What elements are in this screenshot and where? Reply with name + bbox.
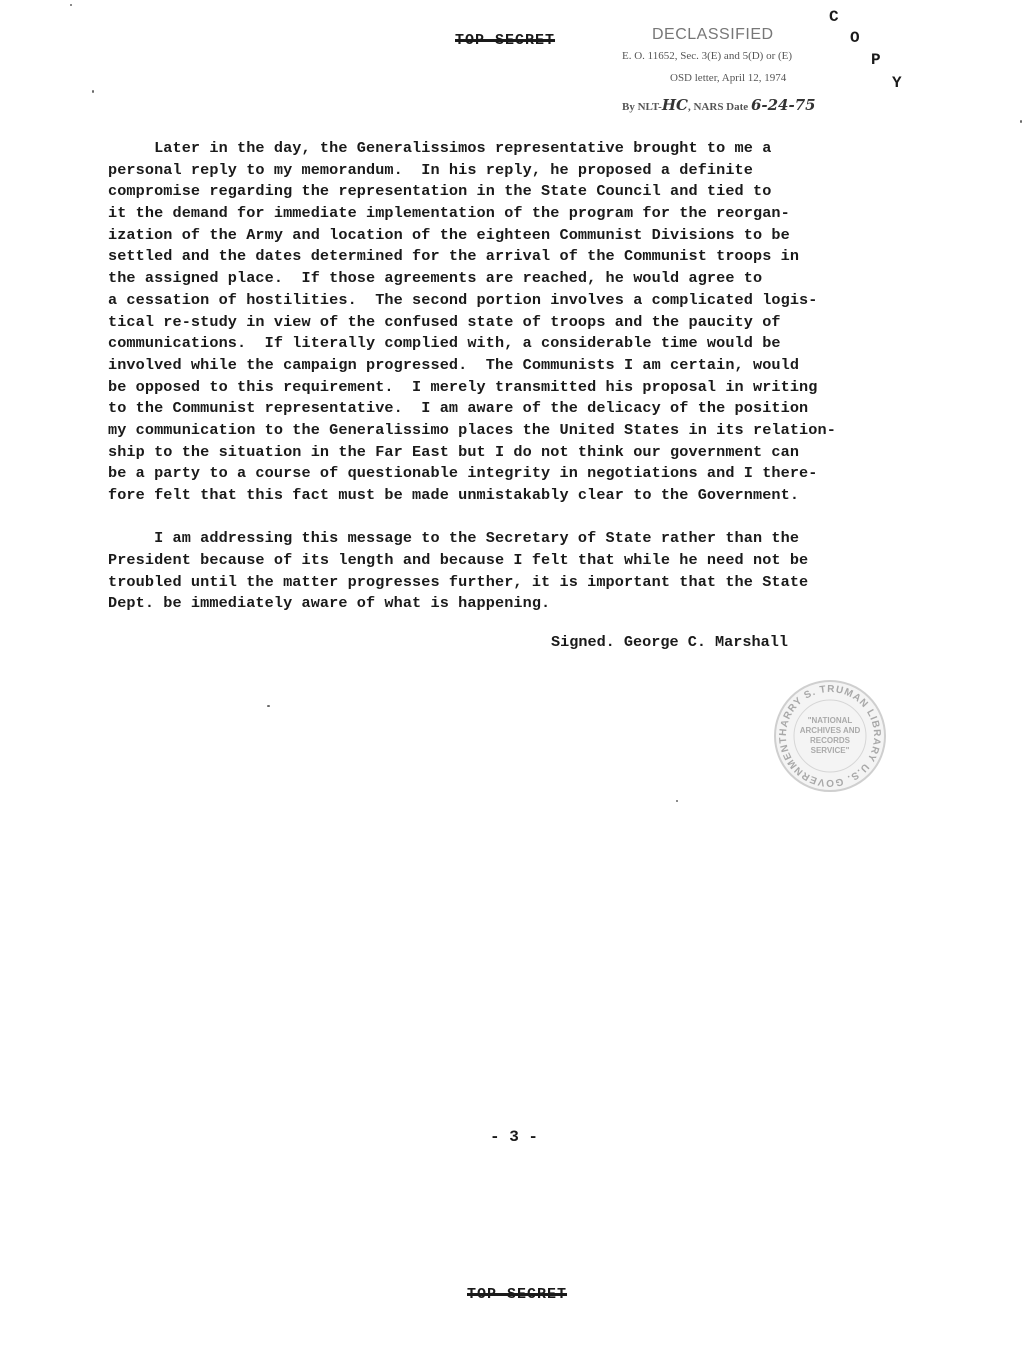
scan-speck [92, 90, 94, 93]
classification-bottom: TOP SECRET [467, 1286, 568, 1303]
body-line: be opposed to this requirement. I merely transmitted his proposal in writing [108, 377, 818, 396]
body-line: troubled until the matter progresses further, it is important that the State [108, 572, 809, 591]
copy-letter-o: O [850, 29, 860, 47]
body-line: personal reply to my memorandum. In his reply, he proposed a definite [108, 160, 753, 179]
scan-speck [267, 705, 270, 707]
eo-line: E. O. 11652, Sec. 3(E) and 5(D) or (E) [622, 50, 793, 62]
body-line: fore felt that this fact must be made unmistakably clear to the Government. [108, 486, 800, 504]
body-line: involved while the campaign progressed. The Communists I am certain, would [108, 355, 800, 374]
body-line: tical re-study in view of the confused state of troops and the paucity of [108, 312, 781, 331]
seal-inner-text: "NATIONAL ARCHIVES AND RECORDS SERVICE" [799, 716, 861, 755]
classification-top: TOP SECRET [455, 32, 556, 49]
paragraph-gap [108, 507, 948, 529]
body-line: a cessation of hostilities. The second portion involves a complicated logis- [108, 290, 818, 309]
body-line: settled and the dates determined for the arrival of the Communist troops in [108, 247, 800, 266]
body-line: it the demand for immediate implementation of the program for the reorgan- [108, 204, 790, 223]
page-number: - 3 - [490, 1128, 539, 1146]
nars-label: , NARS Date [687, 101, 749, 113]
body-line: to the Communist representative. I am aware of the delicacy of the position [108, 399, 809, 418]
body-line: Later in the day, the Generalissimos representative brought to me a [108, 139, 772, 157]
body-line: be a party to a course of questionable integrity in negotiations and I there- [108, 464, 818, 483]
seal-outer-text: HARRY S. TRUMAN LIBRARY U.S. GOVERNMENT [777, 683, 883, 789]
copy-letter-y: Y [892, 74, 902, 92]
body-line: communications. If literally complied with, a considerable time would be [108, 334, 781, 353]
body-line: Dept. be immediately aware of what is happening. [108, 594, 551, 613]
signature-line: Signed. George C. Marshall [551, 633, 788, 651]
nars-date: 6-24-75 [750, 96, 816, 114]
body-line: I am addressing this message to the Secretary of State rather than the [108, 529, 800, 548]
by-line [622, 96, 816, 114]
copy-letter-c: C [829, 8, 839, 26]
scan-speck [676, 800, 678, 802]
body-line: my communication to the Generalissimo places the United States in its relation- [108, 420, 836, 439]
copy-letter-p: P [871, 51, 881, 69]
body-line: compromise regarding the representation in the State Council and tied to [108, 182, 772, 201]
osd-line: OSD letter, April 12, 1974 [670, 72, 787, 84]
letter-body [108, 138, 948, 615]
by-initials: HC [661, 96, 688, 114]
body-line: ization of the Army and location of the eighteen Communist Divisions to be [108, 225, 790, 244]
declassified-title: DECLASSIFIED [652, 26, 774, 43]
body-line: President because of its length and because I felt that while he need not be [108, 551, 809, 570]
by-prefix: By NLT- [622, 101, 662, 113]
library-seal [772, 678, 888, 794]
body-line: the assigned place. If those agreements are reached, he would agree to [108, 269, 763, 288]
scan-speck [70, 4, 72, 6]
paragraph-2 [108, 528, 948, 615]
paragraph-1 [108, 138, 948, 507]
scan-speck [1020, 120, 1022, 123]
body-line: ship to the situation in the Far East but I do not think our government can [108, 442, 800, 461]
